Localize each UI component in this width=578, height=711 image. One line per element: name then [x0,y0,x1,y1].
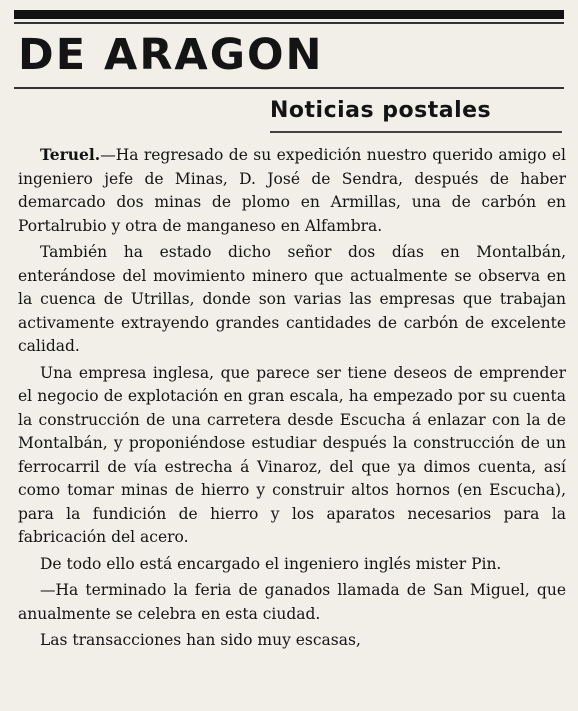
article-paragraph-3: Una empresa inglesa, que parece ser tiene deseos de emprender el negocio de explotación en gran escala, ha empezado por su cuenta la construcción de una carretera desde Escucha á enlazar con la de Montalbán, y proponiéndose estudiar después la construcción de un ferrocarril de vía estrecha á Vinaroz, del que ya dimos cuenta, así como tomar minas de hierro y construir altos hornos (en Escucha), para la fundición de hierro y los aparatos necesarios para la fabricación del acero. [18,363,566,546]
section-title: Noticias postales [270,98,492,123]
section-rule [270,131,562,133]
article-column [18,143,566,656]
article-paragraph-1-text: —Ha regresado de su expedición nuestro querido amigo el ingeniero jefe de Minas, D. José de Sendra, después de haber demarcado dos minas de plomo en Armillas, una de carbón en Portalrubio y otra de manganeso en Alfambra. [18,146,566,235]
article-lead-placename: Teruel. [40,145,101,164]
article-paragraph-1 [18,143,566,238]
masthead-title: DE ARAGON [18,30,324,80]
article-paragraph-4: De todo ello está encargado el ingeniero inglés mister Pin. [40,554,502,573]
article-paragraph-2: También ha estado dicho señor dos días en Montalbán, enterándose del movimiento minero que actualmente se observa en la cuenca de Utrillas, donde son varias las empresas que trabajan activamente extrayendo grandes cantidades de carbón de excelente calidad. [18,243,566,355]
masthead-rule [14,87,564,89]
top-thin-rule [14,22,564,24]
article-paragraph-5: —Ha terminado la feria de ganados llamada de San Miguel, que anualmente se celebra en esta ciudad. [18,581,566,623]
top-heavy-rule [14,10,564,19]
article-paragraph-6: Las transacciones han sido muy escasas, [40,631,361,649]
